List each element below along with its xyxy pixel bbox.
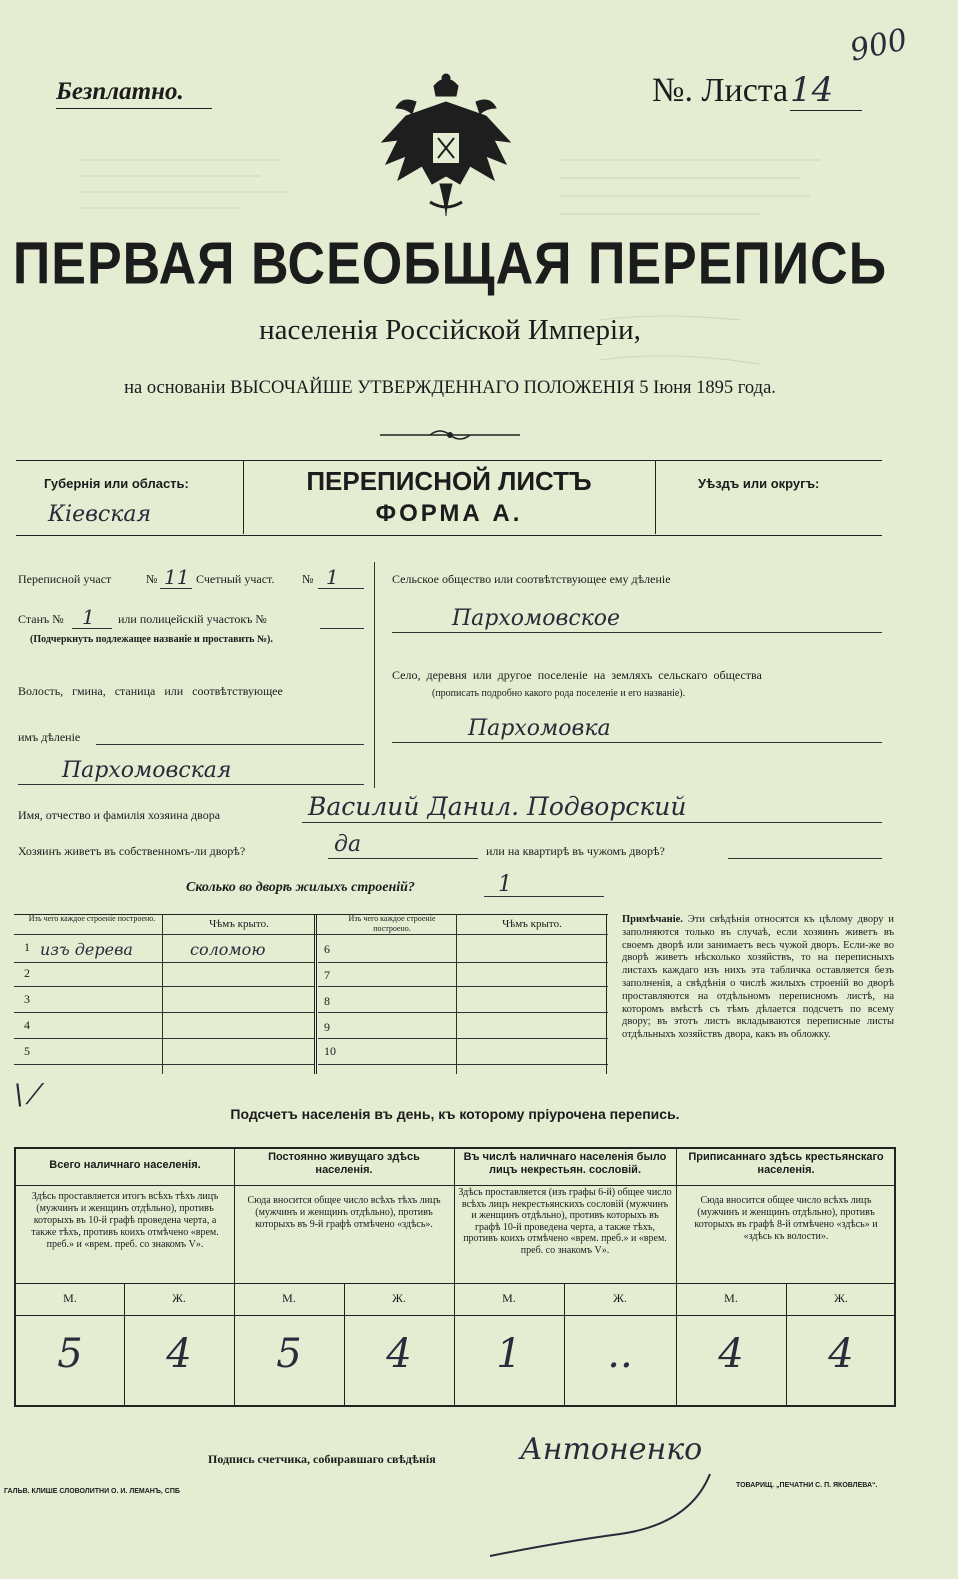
pencil-mark: \ ⁄	[14, 1078, 38, 1111]
col4-desc: Сюда вносится общее число всѣхъ лицъ (мужчинъ и женщинъ отдѣльно), противъ которыхъ въ графѣ 8-й отмѣчено «здѣсь» и «здѣсь къ волости».	[694, 1195, 878, 1242]
row1-material: изъ дерева	[40, 940, 133, 959]
census-area-label: Переписной участ	[18, 572, 112, 586]
volost-label-2: имъ дѣленіе	[18, 730, 81, 744]
stan-note: (Подчеркнуть подлежащее названіе и проставить №).	[30, 634, 273, 645]
buildings-table	[14, 914, 608, 1074]
f-label: Ж.	[613, 1291, 627, 1305]
own-yard-value: да	[334, 832, 362, 857]
sheet-number-label: №. Листа	[652, 72, 789, 109]
col1-desc: Здѣсь проставляется итогъ всѣхъ тѣхъ лицъ (мужчинъ и женщинъ отдѣльно), противъ которыхъ въ 10-й графѣ проведена черта, а также тѣхъ, противъ коихъ отмѣчено «врем. преб.» и «врем. преб. со знакомъ V».	[31, 1191, 219, 1250]
buildings-label: Сколько во дворѣ жилыхъ строеній?	[186, 880, 415, 895]
signature-flourish	[480, 1470, 720, 1560]
f-label: Ж.	[392, 1291, 406, 1305]
col1-male-count: 5	[57, 1331, 83, 1377]
f-label: Ж.	[834, 1291, 848, 1305]
col4-title: Приписаннаго здѣсь крестьянскаго населенія.	[688, 1151, 884, 1176]
count-area-label: Счетный участ.	[196, 572, 275, 586]
col2-desc: Сюда вносится общее число всѣхъ тѣхъ лицъ (мужчинъ и женщинъ отдѣльно), противъ которыхъ въ 9-й графѣ отмѣчено «здѣсь».	[247, 1195, 441, 1230]
census-count-table	[14, 1147, 896, 1407]
col-roof-left: Чѣмъ крыто.	[209, 918, 269, 930]
m-label: М.	[502, 1291, 516, 1305]
free-label: Безплатно.	[56, 78, 184, 105]
printer-right: ТОВАРИЩ. „ПЕЧАТНИ С. П. ЯКОВЛЕВА“.	[736, 1482, 878, 1489]
stan-value: 1	[82, 605, 95, 629]
col1-female-count: 4	[166, 1331, 192, 1377]
row-num: 4	[24, 1018, 30, 1032]
m-label: М.	[63, 1291, 77, 1305]
ornament-divider	[380, 428, 520, 442]
row-num: 5	[24, 1044, 30, 1058]
col4-female-count: 4	[828, 1331, 854, 1377]
col-material-left: Изъ чего каждое строеніе построено.	[28, 914, 156, 923]
col2-male-count: 5	[276, 1331, 302, 1377]
owner-name-label: Имя, отчество и фамилія хозяина двора	[18, 808, 221, 822]
f-label: Ж.	[172, 1291, 186, 1305]
count-area-value: 1	[326, 565, 339, 589]
sheet-number-value: 14	[790, 70, 834, 110]
page-subtitle: населенія Россійской Имперіи,	[259, 314, 641, 346]
volost-value: Пархомовская	[62, 758, 232, 783]
page-title: ПЕРВАЯ ВСЕОБЩАЯ ПЕРЕПИСЬ	[12, 230, 888, 298]
sheet-form: ФОРМА А.	[375, 500, 523, 527]
note-label: Примѣчаніе.	[622, 914, 683, 925]
row-num: 10	[324, 1044, 336, 1058]
row-num: 2	[24, 966, 30, 980]
row-num: 8	[324, 994, 330, 1008]
census-count-heading: Подсчетъ населенія въ день, къ которому пріурочена перепись.	[230, 1106, 680, 1122]
col2-title: Постоянно живущаго здѣсь населенія.	[268, 1151, 420, 1176]
signature-label: Подпись счетчика, собиравшаго свѣдѣнія	[208, 1452, 436, 1466]
row-num: 9	[324, 1020, 330, 1034]
apartment-label: или на квартирѣ въ чужомъ дворѣ?	[486, 844, 665, 858]
stan-label: Станъ №	[18, 612, 64, 626]
col1-title: Всего наличнаго населенія.	[49, 1159, 201, 1171]
note-text: Эти свѣдѣнія относятся къ цѣлому двору и заполняются только въ случаѣ, если хозяинъ живетъ въ своемъ дворѣ или занимаетъ весь чужой дворъ. Если-же во дворѣ живетъ нѣсколько хозяйствъ, то на переписныхъ листахъ каждаго изъ нихъ эта табличка оставляется безъ заполненія, а свѣдѣнія о числѣ жилыхъ строеній во дворѣ проставляются на отдѣльномъ переписномъ листѣ, на которомъ вмѣстѣ съ тѣмъ дѣлается подсчетъ по всему двору; въ этотъ листъ вкладываются переписные листы отдѣльныхъ хозяйствъ двора, какъ въ обложку.	[622, 914, 895, 1041]
signature-value: Антоненко	[520, 1432, 703, 1467]
m-label: М.	[724, 1291, 738, 1305]
col2-female-count: 4	[386, 1331, 412, 1377]
village-note: (прописать подробно какого рода поселеніе и его названіе).	[432, 688, 686, 699]
basis-line: на основаніи ВЫСОЧАЙШЕ УТВЕРЖДЕННАГО ПОЛОЖЕНІЯ 5 Іюня 1895 года.	[124, 378, 776, 398]
district-label: Уѣздъ или округъ:	[698, 476, 820, 491]
col3-title: Въ числѣ наличнаго населенія было лицъ некрестьян. сословій.	[463, 1151, 667, 1176]
col4-male-count: 4	[718, 1331, 744, 1377]
province-label: Губернія или область:	[44, 476, 189, 491]
province-value: Кіевская	[48, 502, 152, 527]
sheet-title: ПЕРЕПИСНОЙ ЛИСТЪ	[306, 466, 592, 496]
corner-number: 900	[846, 22, 911, 69]
owner-name-value: Василий Данил. Подворский	[308, 792, 687, 821]
row-num: 6	[324, 942, 330, 956]
village-label: Село, деревня или другое поселеніе на земляхъ сельскаго общества	[392, 668, 762, 682]
m-label: М.	[282, 1291, 296, 1305]
col3-male-count: 1	[496, 1331, 522, 1377]
row1-roof: соломою	[190, 940, 266, 959]
row-num: 7	[324, 968, 330, 982]
buildings-value: 1	[498, 872, 512, 897]
village-value: Пархомовка	[468, 716, 611, 741]
row-num: 3	[24, 992, 30, 1006]
volost-label: Волость, гмина, станица или соотвѣтствующее	[18, 684, 283, 698]
note-block	[622, 914, 894, 1042]
census-area-value: 11	[164, 565, 190, 589]
community-value: Пархомовское	[452, 606, 621, 631]
row-num: 1	[24, 940, 30, 954]
police-label: или полицейскій участокъ №	[118, 612, 267, 626]
col3-female-count: ..	[607, 1331, 633, 1377]
col3-desc: Здѣсь проставляется (изъ графы 6-й) общее число всѣхъ лицъ некрестьянскихъ сословій (мужчинъ и женщинъ отдѣльно), противъ которыхъ въ графѣ 10-й проведена черта, а также тѣхъ, противъ коихъ отмѣчено «врем. преб.» и «врем. преб. со знакомъ V».	[458, 1187, 672, 1256]
community-label: Сельское общество или соотвѣтствующее ему дѣленіе	[392, 572, 671, 586]
col-roof-right: Чѣмъ крыто.	[502, 918, 562, 930]
printer-left: ГАЛЬВ. КЛИШЕ СЛОВОЛИТНИ О. И. ЛЕМАНЪ, СПБ	[4, 1488, 180, 1495]
col-material-right: Изъ чего каждое строеніе построено.	[348, 914, 436, 933]
own-yard-label: Хозяинъ живетъ въ собственномъ-ли дворѣ?	[18, 844, 246, 858]
